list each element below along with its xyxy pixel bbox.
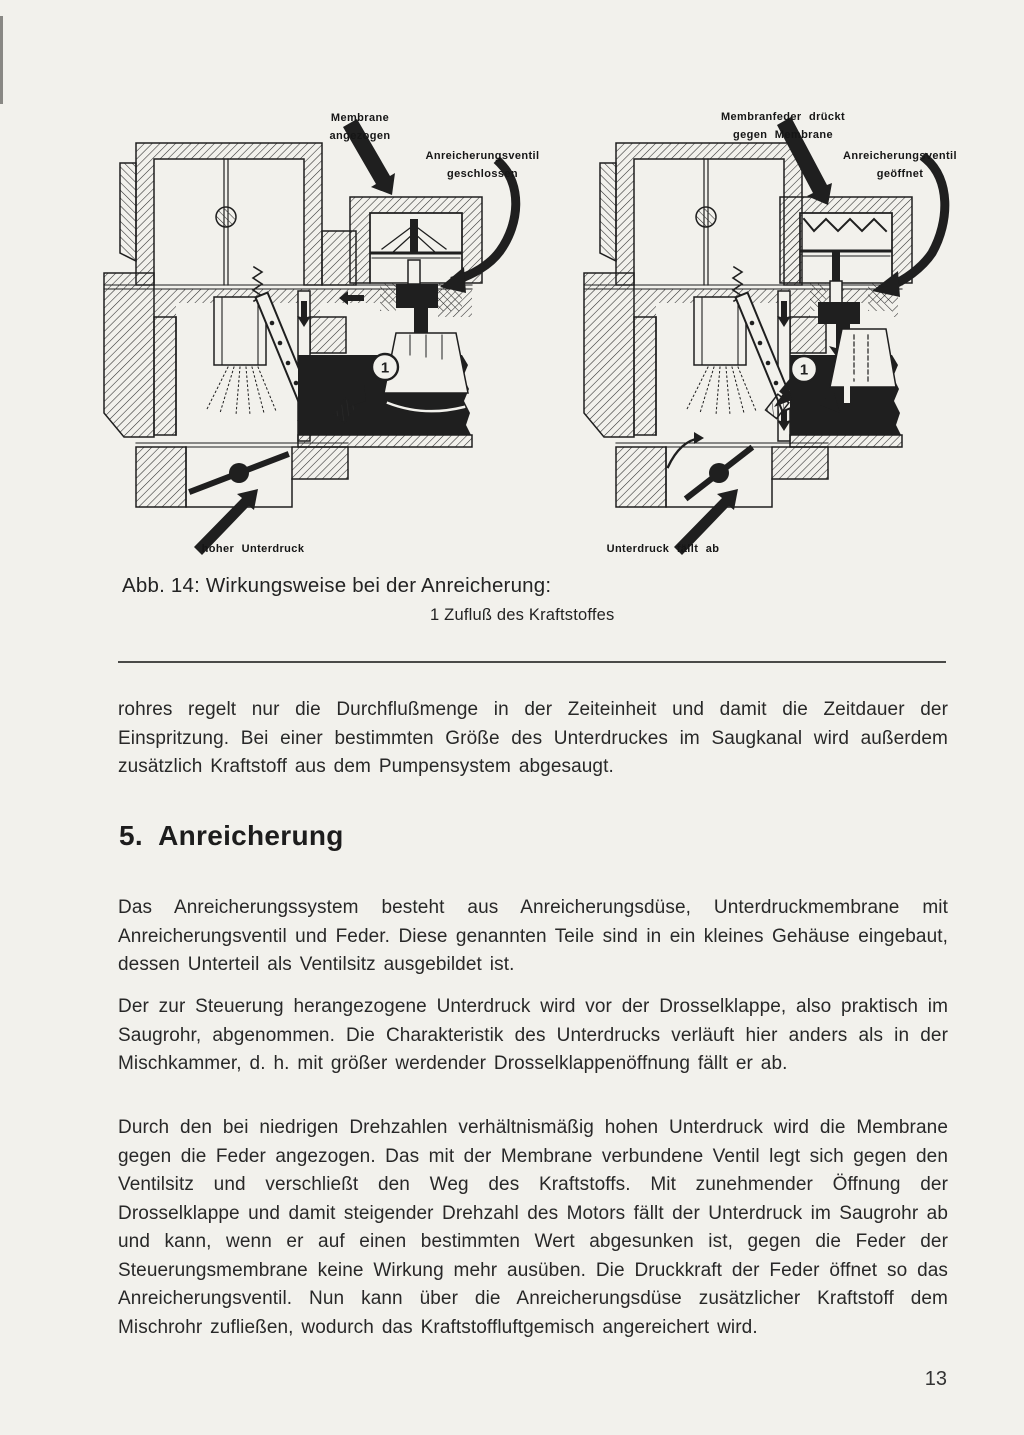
paragraph-function-description: Durch den bei niedrigen Drehzahlen verhältnismäßig hohen Unterdruck wird die Membrane gegen die Feder angezogen. Das mit der Membrane verbundene Ventil legt sich gegen den Ventilsitz und verschließt den Weg des Kraftstoffs. Mit zunehmender Öffnung der Drosselklappe und damit steigender Drehzahl des Motors fällt der Unterdruck im Saugrohr ab und kann, wenn er auf einen bestimmten Wert abgesunken ist, gegen die Feder der Steuerungsmembrane keine Wirkung mehr ausüben. Die Druckkraft der Feder öffnet so das Anreicherungsventil. Nun kann über die Anreicherungsdüse zusätzlicher Kraftstoff dem Mischrohr zufließen, wodurch das Kraftstoffluftgemisch angereichert wird. xyxy=(118,1117,948,1338)
paragraph-continuation: rohres regelt nur die Durchflußmenge in der Zeiteinheit und damit die Zeitdauer der Einspritzung. Bei einer bestimmten Größe des Unterdruckes im Saugkanal wird außerdem zusätzlich Kraftstoff aus dem Pumpensystem abgesaugt. xyxy=(118,699,948,777)
label-high-vacuum: hoher Unterdruck xyxy=(201,543,305,555)
paragraph-vacuum-characteristic: Der zur Steuerung herangezogene Unterdruck wird vor der Drosselklappe, also praktisch im Saugrohr, abgenommen. Die Charakteristik des Unterdrucks verläuft hier anders als in der Mischkammer, d. h. mit größer werdender Drosselklappenöffnung fällt er ab. xyxy=(118,996,948,1074)
page-number: 13 xyxy=(924,1368,947,1390)
section-divider xyxy=(118,661,946,663)
fuel-inflow-marker: 1 xyxy=(799,361,809,379)
section-heading: 5. Anreicherung xyxy=(119,820,344,851)
figure-caption: Abb. 14: Wirkungsweise bei der Anreicherung: xyxy=(122,574,552,597)
fuel-inflow-marker: 1 xyxy=(380,359,390,377)
label-valve-open: Anreicherungsventil geöffnet xyxy=(843,150,957,181)
figure-legend: 1 Zufluß des Kraftstoffes xyxy=(430,606,615,624)
carburetor-body-section xyxy=(104,119,516,555)
fuel-spray-lines xyxy=(686,367,756,415)
scan-edge-artifact xyxy=(0,16,3,104)
label-vacuum-drops: Unterdruck fällt ab xyxy=(606,543,720,555)
label-valve-closed: Anreicherungsventil geschlossen xyxy=(425,150,540,181)
membrane-assembly-spring xyxy=(780,197,912,283)
label-spring-presses: Membranfeder drückt gegen Membrane xyxy=(720,111,846,142)
label-membrane-pulled: Membrane angezogen xyxy=(329,112,391,143)
paragraph-system-description: Das Anreicherungssystem besteht aus Anreicherungsdüse, Unterdruckmembrane mit Anreicherungsventil und Feder. Diese genannten Teile sind in ein kleines Gehäuse eingebaut, dessen Unterteil als Ventilsitz ausgebildet ist. xyxy=(118,897,948,975)
fuel-spray-lines xyxy=(206,367,276,415)
